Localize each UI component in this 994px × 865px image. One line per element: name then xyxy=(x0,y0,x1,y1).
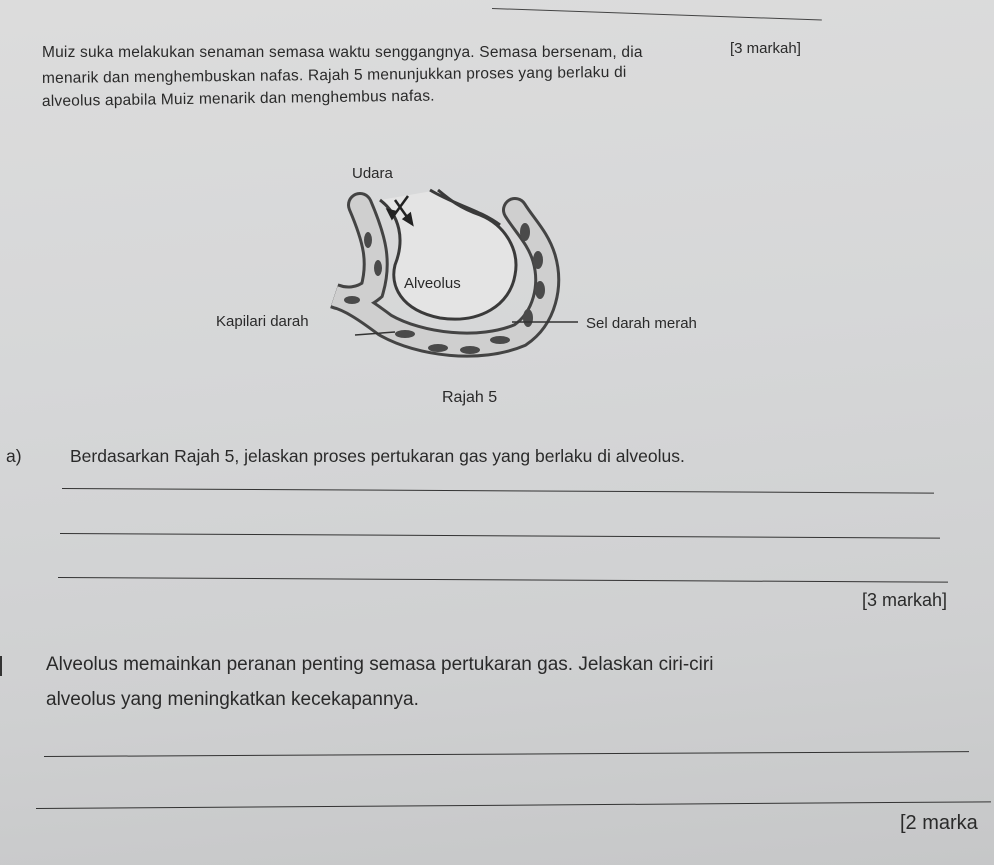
top-marks-label: [3 markah] xyxy=(730,40,801,57)
question-b-label-fragment xyxy=(0,656,6,676)
question-a-text: Berdasarkan Rajah 5, jelaskan proses pertukaran gas yang berlaku di alveolus. xyxy=(70,446,685,466)
alveolus-drawing xyxy=(335,190,578,354)
intro-line-2: menarik dan menghembuskan nafas. Rajah 5 menunjukkan proses yang berlaku di xyxy=(41,63,627,87)
intro-line-1: Muiz suka melakukan senaman semasa waktu senggangnya. Semasa bersenam, dia xyxy=(42,44,643,61)
question-b-marks: [2 marka xyxy=(900,812,978,834)
question-a-label: a) xyxy=(6,446,22,466)
question-a-marks: [3 markah] xyxy=(862,590,948,610)
label-sel-darah-merah: Sel darah merah xyxy=(586,315,697,332)
label-kapilari-darah: Kapilari darah xyxy=(216,313,309,330)
question-b-text-line-1: Alveolus memainkan peranan penting semasa pertukaran gas. Jelaskan ciri-ciri xyxy=(46,654,714,675)
figure-caption: Rajah 5 xyxy=(442,389,498,406)
question-b-text-line-2: alveolus yang meningkatkan kecekapannya. xyxy=(46,689,419,710)
intro-line-3: alveolus apabila Muiz menarik dan menghembus nafas. xyxy=(41,87,435,110)
label-udara: Udara xyxy=(352,165,393,182)
label-alveolus: Alveolus xyxy=(404,275,461,292)
